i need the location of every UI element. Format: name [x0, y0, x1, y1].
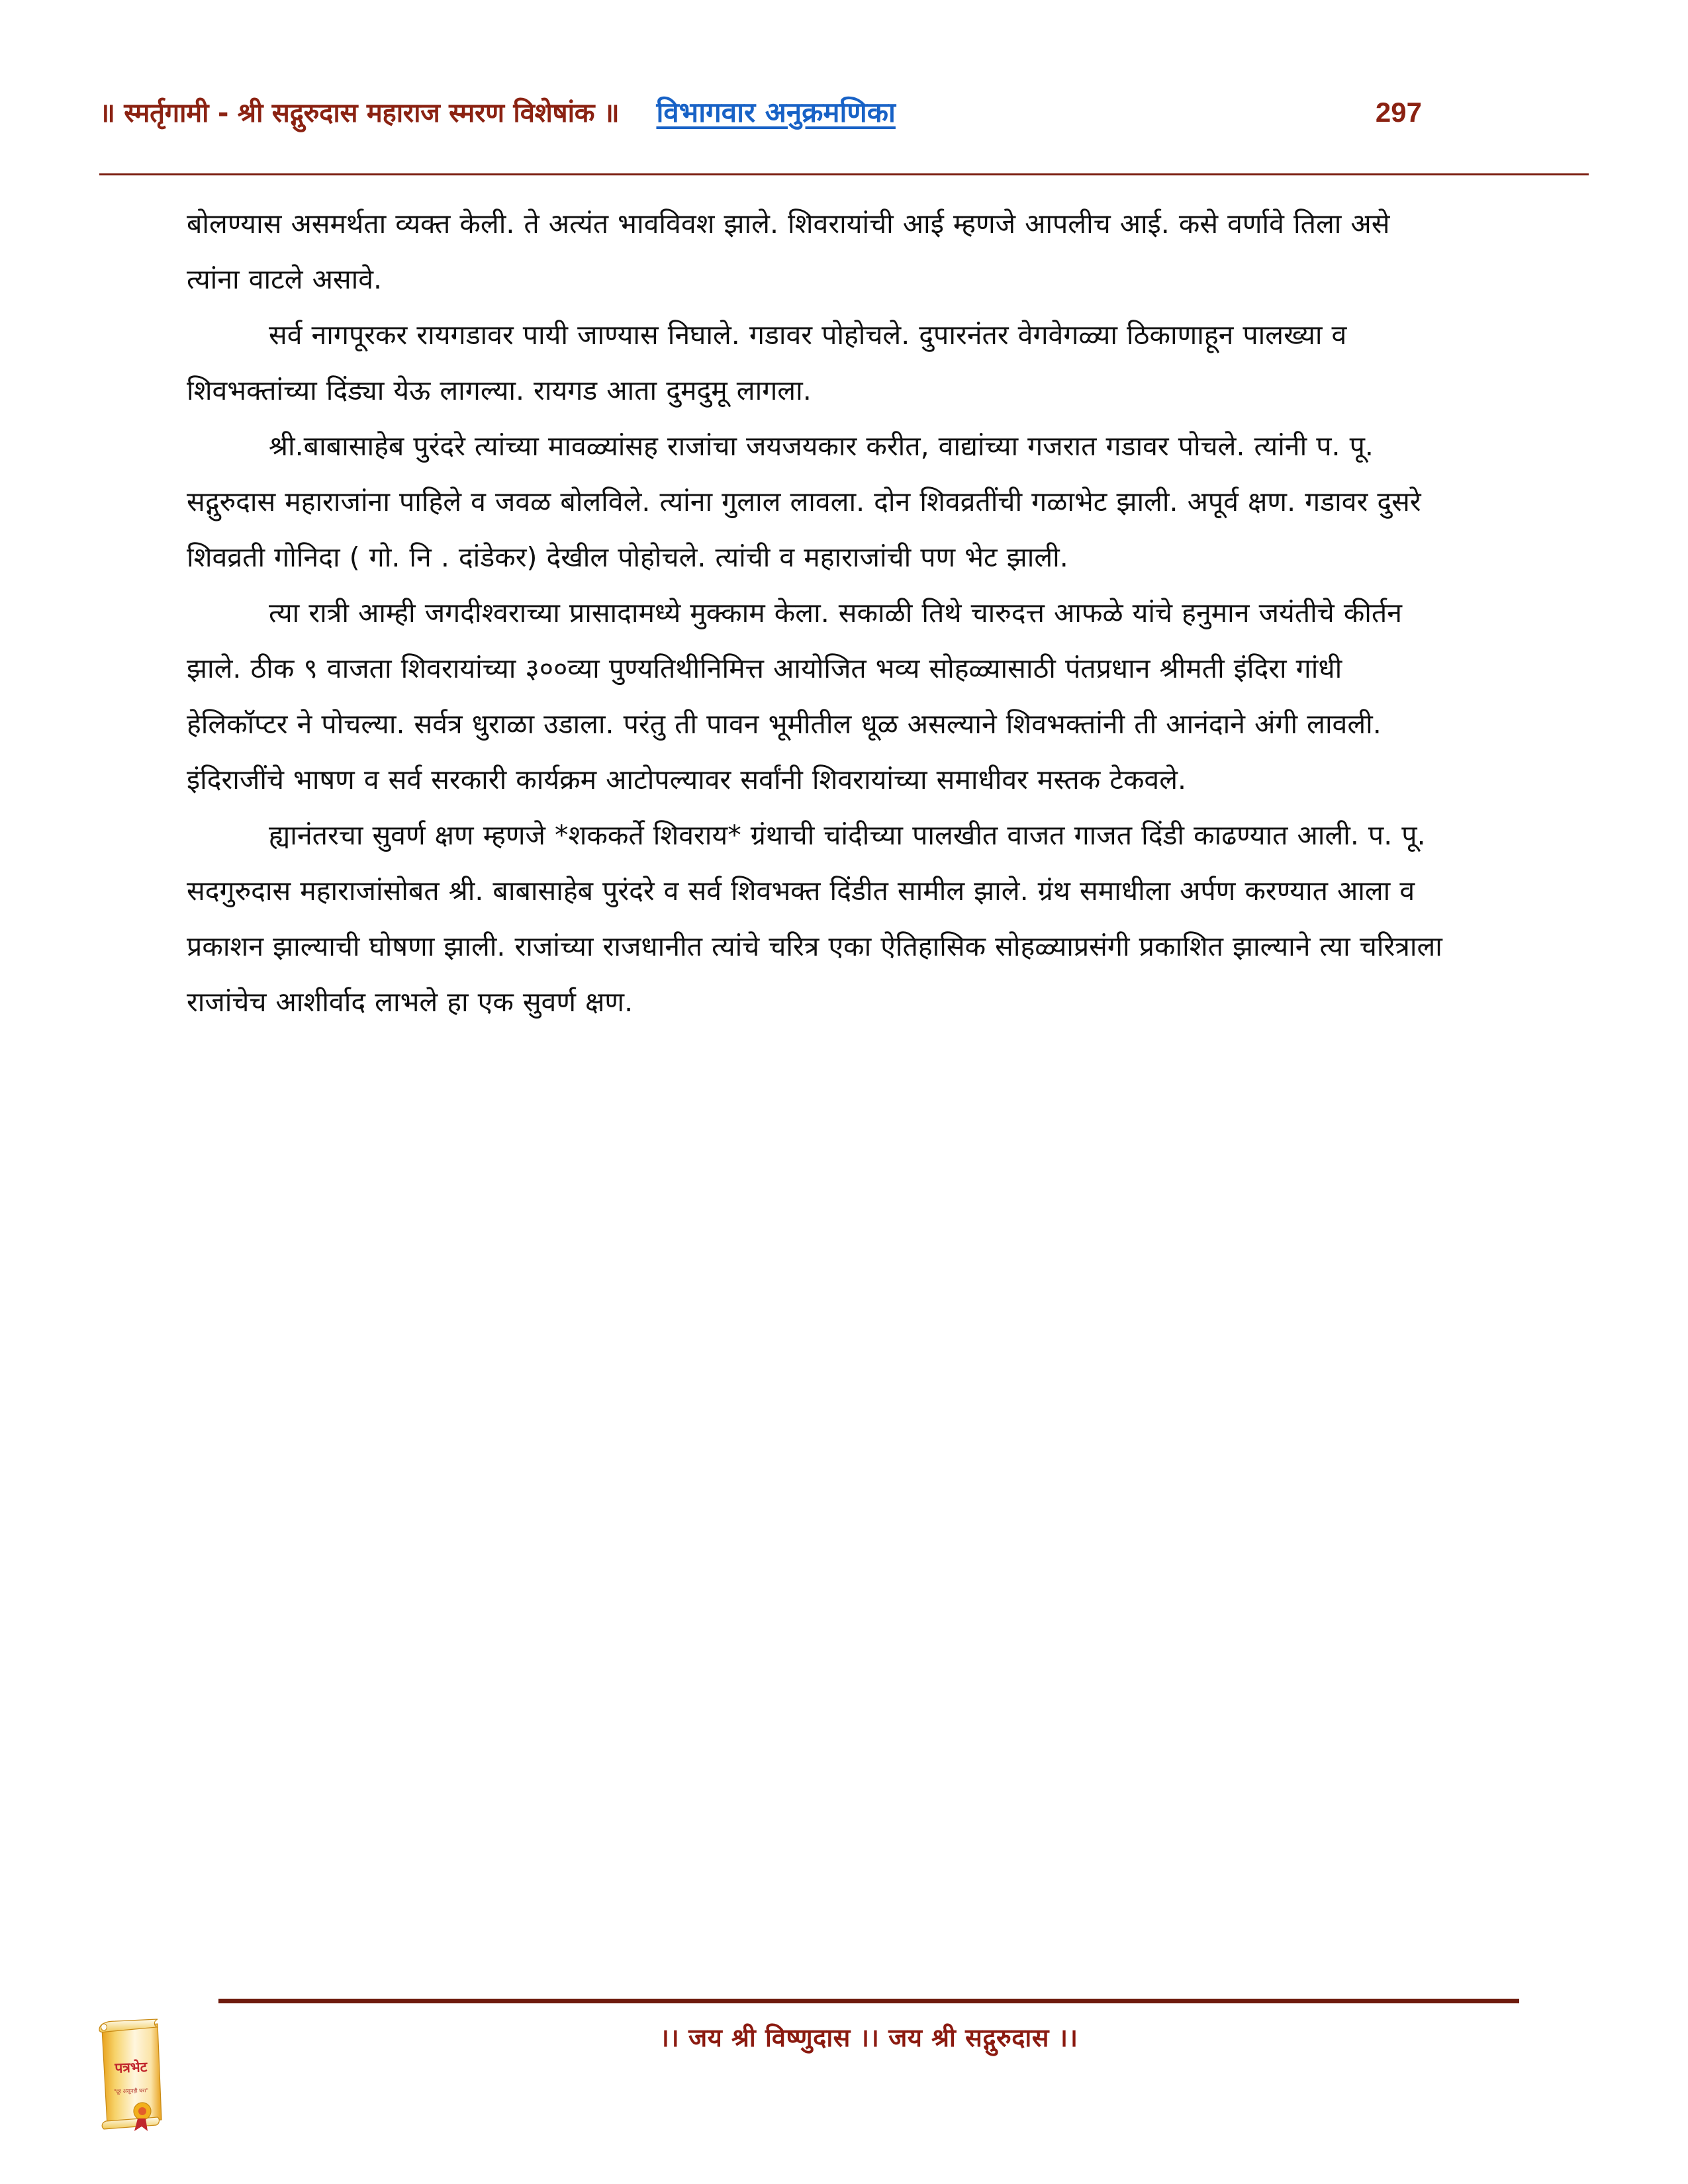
paragraph-2-text: सर्व नागपूरकर रायगडावर पायी जाण्यास निघाले. गडावर पोहोचले. दुपारनंतर वेगवेगळ्या ठिकाणाहून पालख्या व शिवभक्तांच्या दिंड्या येऊ लागल्या. रायगड आता दुमदुमू लागला. [187, 319, 1347, 406]
header-divider [99, 173, 1589, 175]
paragraph-5-text: ह्यानंतरचा सुवर्ण क्षण म्हणजे *शककर्ते शिवराय* ग्रंथाची चांदीच्या पालखीत वाजत गाजत दिंडी काढण्यात आली. प. पू. सदगुरुदास महाराजांसोबत श्री. बाबासाहेब पुरंदरे व सर्व शिवभक्त दिंडीत सामील झाले. ग्रंथ समाधीला अर्पण करण्यात आला व प्रकाशन झाल्याची घोषणा झाली. राजांच्या राजधानीत त्यांचे चरित्र एका ऐतिहासिक सोहळ्याप्रसंगी प्रकाशित झाल्याने त्या चरित्राला राजांचेच आशीर्वाद लाभले हा एक सुवर्ण क्षण. [187, 819, 1442, 1018]
patrabhet-scroll-logo [93, 2015, 171, 2131]
footer-divider [218, 1999, 1519, 2003]
page-number: 297 [1375, 97, 1422, 128]
paragraph-3 [187, 418, 1444, 585]
header-title: ॥ स्मर्तृगामी - श्री सद्गुरुदास महाराज स्मरण विशेषांक ॥ [99, 98, 620, 128]
svg-text:"दूर असूनही घरा": "दूर असूनही घरा" [113, 2087, 149, 2095]
paragraph-4-text: त्या रात्री आम्ही जगदीश्वराच्या प्रासादामध्ये मुक्काम केला. सकाळी तिथे चारुदत्त आफळे यांचे हनुमान जयंतीचे कीर्तन झाले. ठीक ९ वाजता शिवरायांच्या ३००व्या पुण्यतिथीनिमित्त आयोजित भव्य सोहळ्यासाठी पंतप्रधान श्रीमती इंदिरा गांधी हेलिकॉप्टर ने पोचल्या. सर्वत्र धुराळा उडाला. परंतु ती पावन भूमीतील धूळ असल्याने शिवभक्तांनी ती आनंदाने अंगी लावली. इंदिराजींचे भाषण व सर्व सरकारी कार्यक्रम आटोपल्यावर सर्वांनी शिवरायांच्या समाधीवर मस्तक टेकवले. [187, 597, 1403, 796]
svg-text:पत्रभेट: पत्रभेट [114, 2059, 148, 2076]
paragraph-2 [187, 307, 1444, 418]
page-header [99, 93, 1595, 147]
index-link[interactable]: विभागवार अनुक्रमणिका [656, 96, 896, 128]
paragraph-5 [187, 807, 1444, 1030]
paragraph-1-text: बोलण्यास असमर्थता व्यक्त केली. ते अत्यंत भावविवश झाले. शिवरायांची आई म्हणजे आपलीच आई. कसे वर्णावे तिला असे त्यांना वाटले असावे. [187, 208, 1390, 295]
paragraph-4 [187, 585, 1444, 807]
footer-blessing: ।। जय श्री विष्णुदास ।। जय श्री सद्गुरुदास ।। [659, 2023, 1078, 2052]
paragraph-1 [187, 196, 1444, 307]
paragraph-3-text: श्री.बाबासाहेब पुरंदरे त्यांच्या मावळ्यांसह राजांचा जयजयकार करीत, वाद्यांच्या गजरात गडावर पोचले. त्यांनी प. पू. सद्गुरुदास महाराजांना पाहिले व जवळ बोलविले. त्यांना गुलाल लावला. दोन शिवव्रतींची गळाभेट झाली. अपूर्व क्षण. गडावर दुसरे शिवव्रती गोनिदा ( गो. नि . दांडेकर) देखील पोहोचले. त्यांची व महाराजांची पण भेट झाली. [187, 430, 1421, 573]
body-content [187, 196, 1444, 1030]
